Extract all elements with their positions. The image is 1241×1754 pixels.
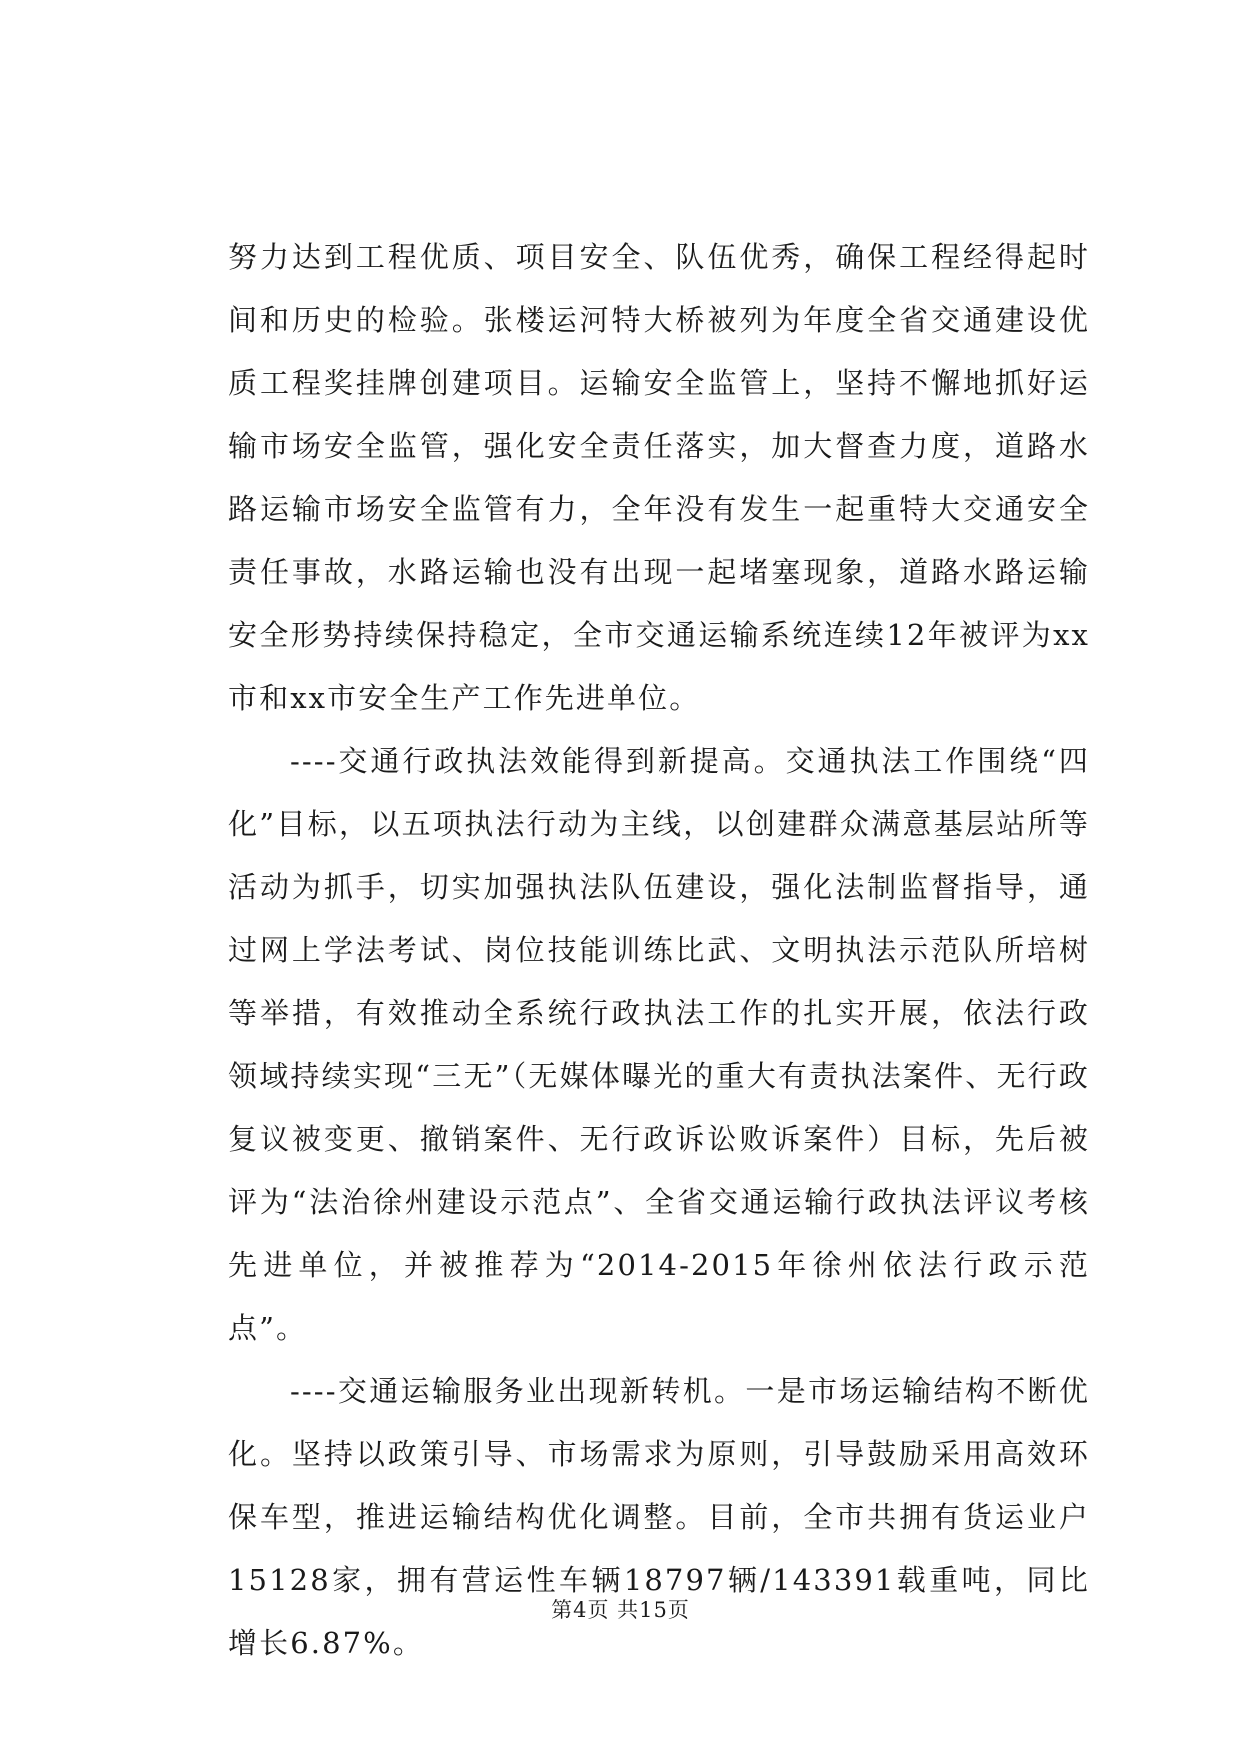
document-body [228,226,1090,1675]
page-number-footer: 第4页 共15页 [551,1598,690,1622]
paragraph-continued: 努力达到工程优质、项目安全、队伍优秀，确保工程经得起时间和历史的检验。张楼运河特大桥被列为年度全省交通建设优质工程奖挂牌创建项目。运输安全监管上，坚持不懈地抓好运输市场安全监管，强化安全责任落实，加大督查力度，道路水路运输市场安全监管有力，全年没有发生一起重特大交通安全责任事故，水路运输也没有出现一起堵塞现象，道路水路运输安全形势持续保持稳定，全市交通运输系统连续12年被评为xx市和xx市安全生产工作先进单位。 [228,240,1090,715]
paragraph-transport-services: ----交通运输服务业出现新转机。一是市场运输结构不断优化。坚持以政策引导、市场需求为原则，引导鼓励采用高效环保车型，推进运输结构优化调整。目前，全市共拥有货运业户15128家，拥有营运性车辆18797辆/143391载重吨，同比增长6.87%。 [228,1374,1090,1660]
paragraph-enforcement: ----交通行政执法效能得到新提高。交通执法工作围绕“四化”目标，以五项执法行动为主线，以创建群众满意基层站所等活动为抓手，切实加强执法队伍建设，强化法制监督指导，通过网上学法考试、岗位技能训练比武、文明执法示范队所培树等举措，有效推动全系统行政执法工作的扎实开展，依法行政领域持续实现“三无”（无媒体曝光的重大有责执法案件、无行政复议被变更、撤销案件、无行政诉讼败诉案件）目标，先后被评为“法治徐州建设示范点”、全省交通运输行政执法评议考核先进单位，并被推荐为“2014-2015年徐州依法行政示范点”。 [228,744,1090,1345]
